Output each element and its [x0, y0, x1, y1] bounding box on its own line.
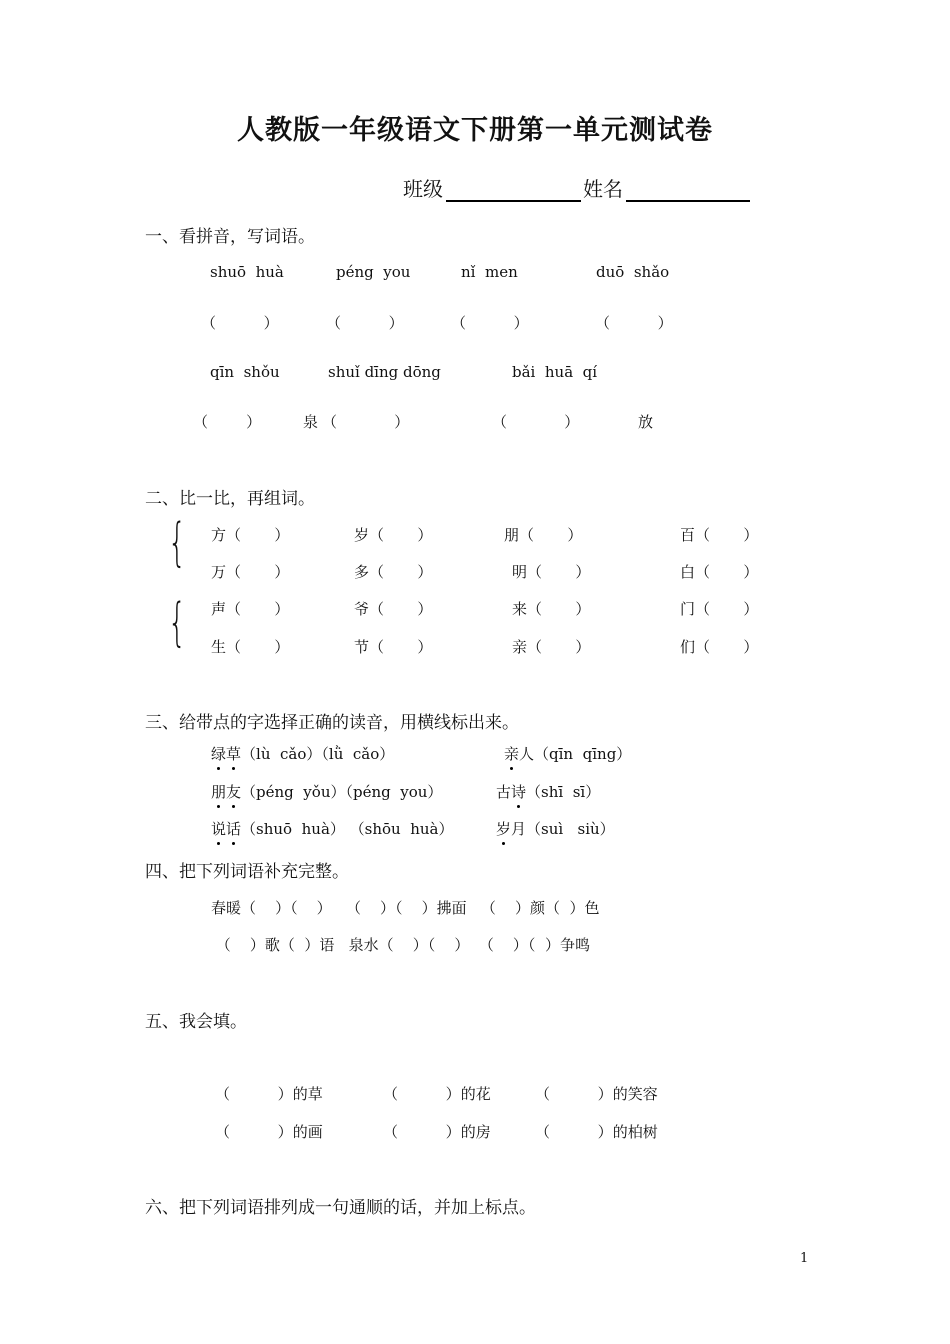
- answer-blank[interactable]: （ ）: [193, 413, 262, 431]
- name-blank[interactable]: [626, 200, 750, 202]
- word: 的草: [292, 1085, 323, 1103]
- char: 万: [211, 563, 227, 581]
- fill-line[interactable]: （ ）歌（ ）语 泉水（ ）（ ） （ ）（ ）争鸣: [211, 936, 590, 954]
- answer-blank[interactable]: （ ）: [322, 413, 410, 431]
- char: 多: [354, 563, 370, 581]
- pinyin: qīn shǒu: [210, 363, 280, 381]
- answer-blank[interactable]: （ ）: [595, 314, 673, 332]
- word: 的房: [460, 1123, 491, 1141]
- word-with-dots: 绿草（lù cǎo）（lǜ cǎo）: [211, 745, 395, 763]
- pinyin: duō shǎo: [596, 263, 670, 281]
- pinyin: péng you: [336, 263, 411, 281]
- char: 门: [680, 600, 696, 618]
- section-1-heading: 一、看拼音，写词语。: [145, 227, 315, 247]
- word-with-dots: 古诗（shī sī）: [496, 783, 601, 801]
- word-with-dots: 岁月（suì siù）: [496, 820, 615, 838]
- pinyin: shuǐ dīng dōng: [328, 363, 441, 381]
- pinyin: nǐ men: [461, 263, 518, 281]
- class-label: 班级: [403, 177, 443, 201]
- char: 们: [680, 638, 696, 656]
- brace-icon: {: [168, 593, 187, 653]
- char: 朋: [504, 526, 520, 544]
- char: 放: [638, 413, 654, 431]
- char: 岁: [354, 526, 370, 544]
- section-6-heading: 六、把下列词语排列成一句通顺的话，并加上标点。: [145, 1198, 536, 1218]
- char: 亲: [512, 638, 528, 656]
- char: 生: [211, 638, 227, 656]
- word: 的画: [292, 1123, 323, 1141]
- section-3-heading: 三、给带点的字选择正确的读音，用横线标出来。: [145, 713, 519, 733]
- word-with-dots: 说话（shuō huà） （shōu huà）: [211, 820, 454, 838]
- char: 爷: [354, 600, 370, 618]
- answer-blank[interactable]: （ ）: [201, 314, 279, 332]
- word-with-dots: 亲人（qīn qīng）: [504, 745, 632, 763]
- char: 明: [512, 563, 528, 581]
- word-with-dots: 朋友（péng yǒu）（péng you）: [211, 783, 443, 801]
- char: 来: [512, 600, 528, 618]
- fill-line[interactable]: 春暖（ ）（ ） （ ）（ ）拂面 （ ）颜（ ）色: [211, 899, 600, 917]
- name-label: 姓名: [583, 177, 623, 201]
- page-number: 1: [800, 1251, 809, 1266]
- page-title: 人教版一年级语文下册第一单元测试卷: [237, 115, 713, 146]
- char: 泉: [303, 413, 319, 431]
- pinyin: shuō huà: [210, 263, 284, 281]
- char: 方: [211, 526, 227, 544]
- word: 的笑容: [612, 1085, 658, 1103]
- char: 声: [211, 600, 227, 618]
- answer-blank[interactable]: （ ）: [451, 314, 529, 332]
- section-2-heading: 二、比一比，再组词。: [145, 489, 315, 509]
- answer-blank[interactable]: （ ）: [492, 413, 580, 431]
- word: 的柏树: [612, 1123, 658, 1141]
- section-4-heading: 四、把下列词语补充完整。: [145, 862, 349, 882]
- char: 节: [354, 638, 370, 656]
- char: 百: [680, 526, 696, 544]
- answer-blank[interactable]: （ ）: [326, 314, 404, 332]
- word: 的花: [460, 1085, 491, 1103]
- section-5-heading: 五、我会填。: [145, 1012, 247, 1032]
- brace-icon: {: [168, 513, 187, 573]
- pinyin: bǎi huā qí: [512, 363, 598, 381]
- class-blank[interactable]: [446, 200, 581, 202]
- char: 白: [680, 563, 696, 581]
